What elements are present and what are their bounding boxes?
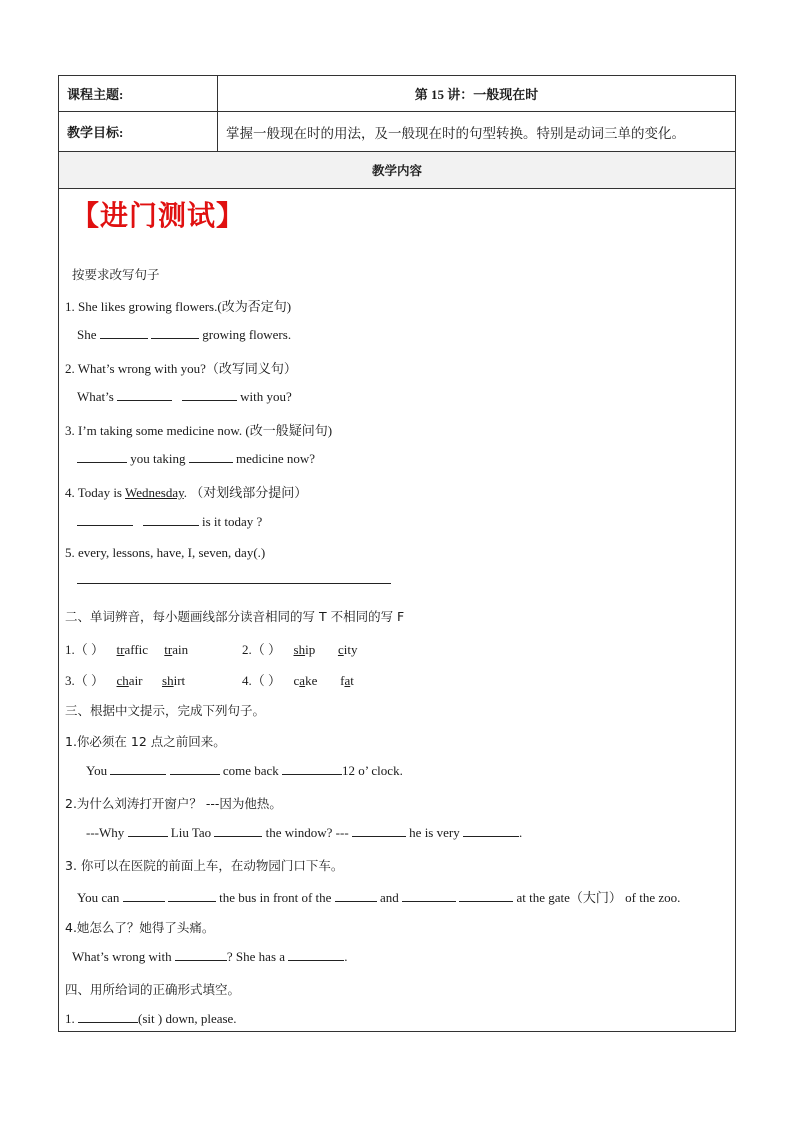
- q1-prompt: 1. She likes growing flowers.(改为否定句): [65, 299, 292, 314]
- q4-prompt: 4. Today is Wednesday. （对划线部分提问）: [65, 485, 308, 500]
- s3-q3-prompt: 3. 你可以在医院的前面上车，在动物园门口下车。: [65, 858, 344, 873]
- q2-prompt: 2. What’s wrong with you?（改写同义句）: [65, 361, 297, 376]
- answer-blank[interactable]: [170, 763, 220, 775]
- q5-prompt: 5. every, lessons, have, I, seven, day(.): [65, 545, 266, 560]
- answer-blank[interactable]: [352, 825, 406, 837]
- content-label: 教学内容: [371, 164, 422, 178]
- s3-q1-answer: You come back 12 o’ clock.: [86, 763, 403, 778]
- answer-blank[interactable]: [77, 451, 127, 463]
- q4-answer: is it today ?: [77, 514, 262, 530]
- answer-blank[interactable]: [463, 825, 519, 837]
- answer-blank[interactable]: [143, 514, 199, 526]
- q3-answer: you taking medicine now?: [77, 451, 315, 467]
- s3-q3-answer: You can the bus in front of the and at the gate（大门） of the zoo.: [77, 890, 681, 905]
- s3-q1-prompt: 1.你必须在 12 点之前回来。: [65, 734, 226, 749]
- section4-title: 四、用所给词的正确形式填空。: [65, 982, 241, 997]
- section2-title: 二、单词辨音，每小题画线部分读音相同的写 T 不相同的写 F: [65, 609, 405, 624]
- answer-blank[interactable]: [100, 327, 148, 339]
- answer-blank[interactable]: [335, 890, 377, 902]
- s3-q2-answer: ---Why Liu Tao the window? --- he is very .: [86, 825, 523, 840]
- content-header-row: [59, 152, 735, 189]
- answer-blank[interactable]: [77, 572, 391, 584]
- sound-item-3: 3.（ ） chair shirt: [65, 673, 186, 688]
- answer-blank[interactable]: [459, 890, 513, 902]
- s3-q4-prompt: 4.她怎么了？她得了头痛。: [65, 920, 215, 935]
- lesson-table: [58, 75, 736, 1032]
- q5-answer: [77, 572, 391, 588]
- entry-instruction: 按要求改写句子: [72, 267, 160, 282]
- q1-answer: She growing flowers.: [77, 327, 292, 342]
- answer-blank[interactable]: [288, 949, 344, 961]
- answer-blank[interactable]: [402, 890, 456, 902]
- goal-row: [59, 112, 735, 152]
- s3-q2-prompt: 2.为什么刘涛打开窗户？ ---因为他热。: [65, 796, 282, 811]
- answer-blank[interactable]: [175, 949, 227, 961]
- answer-blank[interactable]: [128, 825, 168, 837]
- q2-answer: What’s with you?: [77, 389, 292, 404]
- answer-blank[interactable]: [214, 825, 262, 837]
- sound-item-1: 1.（ ） traffic train: [65, 642, 189, 657]
- answer-blank[interactable]: [151, 327, 199, 339]
- answer-blank[interactable]: [168, 890, 216, 902]
- sound-item-4: 4.（ ） cake fat: [242, 673, 354, 688]
- s3-q4-answer: What’s wrong with ? She has a .: [72, 949, 348, 964]
- topic-label: 课程主题:: [59, 76, 218, 111]
- goal-label: 教学目标:: [59, 112, 218, 151]
- q3-prompt: 3. I’m taking some medicine now. (改一般疑问句): [65, 423, 333, 438]
- answer-blank[interactable]: [182, 389, 237, 401]
- answer-blank[interactable]: [78, 1011, 138, 1023]
- entry-test-title: 【进门测试】: [71, 199, 246, 232]
- answer-blank[interactable]: [110, 763, 166, 775]
- answer-blank[interactable]: [117, 389, 172, 401]
- answer-blank[interactable]: [77, 514, 133, 526]
- goal-value: 掌握一般现在时的用法，及一般现在时的句型转换。特别是动词三单的变化。: [226, 125, 685, 142]
- answer-blank[interactable]: [189, 451, 233, 463]
- answer-blank[interactable]: [282, 763, 342, 775]
- s4-q1: 1. (sit ) down, please.: [65, 1011, 237, 1026]
- answer-blank[interactable]: [123, 890, 165, 902]
- content-area: [59, 189, 735, 1031]
- sound-item-2: 2.（ ） ship city: [242, 642, 358, 657]
- topic-value: 第 15 讲：一般现在时: [414, 87, 539, 102]
- topic-row: [59, 76, 735, 112]
- section3-title: 三、根据中文提示，完成下列句子。: [65, 703, 266, 718]
